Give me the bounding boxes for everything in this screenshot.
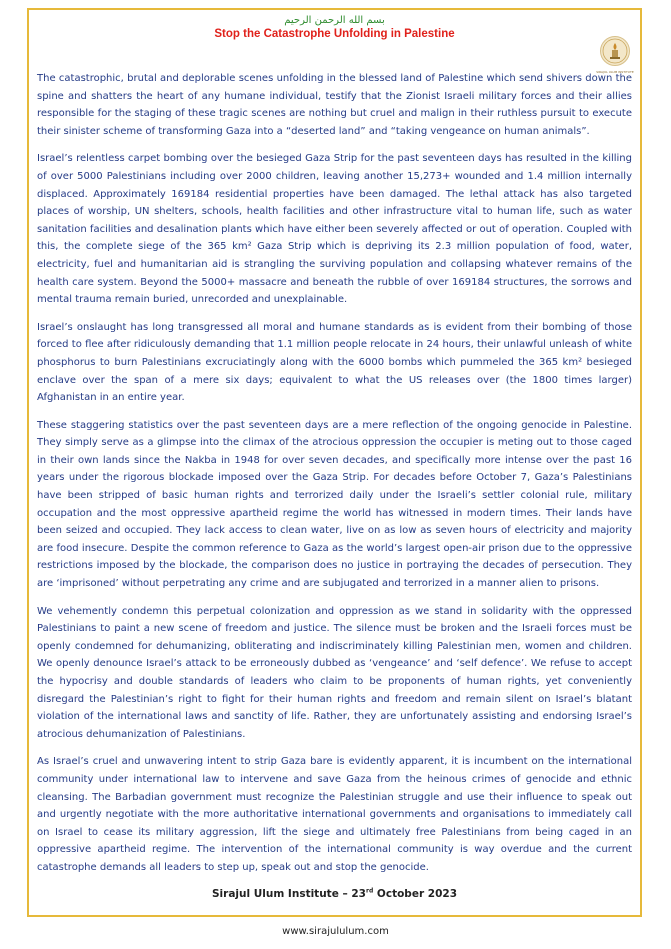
- signature-suffix: October 2023: [373, 888, 457, 900]
- signature-prefix: Sirajul Ulum Institute – 23: [211, 888, 366, 900]
- signature-ordinal: rd: [366, 887, 374, 895]
- statement-body: [37, 70, 632, 887]
- paragraph: We vehemently condemn this perpetual colonization and oppression as we stand in solidarity with the oppressed Palestinians to paint a new scene of freedom and justice. The silence must be broken and the Israeli forces must be openly condemned for dehumanizing, obliterating and indiscriminately killing Palestinian men, women and children. We openly denounce Israel’s attack to be erroneously dubbed as ‘vengeance’ and ‘self defence’. We refuse to accept the hypocrisy and double standards of leaders who claim to be proponents of human rights, yet conveniently disregard the Palestinian’s right to fight for their human rights and freedom and remain silent on Israel’s blatant violation of the international laws and sanctity of life. Rather, they are unfortunately assisting and endorsing Israel’s atrocious dehumanization of Palestinians.: [37, 605, 632, 740]
- sirajul-ulum-logo-icon: [596, 36, 634, 74]
- document-header: [29, 14, 640, 42]
- document-title: Stop the Catastrophe Unfolding in Palestine: [214, 28, 455, 40]
- paragraph: These staggering statistics over the past seventeen days are a mere reflection of the ongoing genocide in Palestine. They simply serve as a glimpse into the climax of the atrocious oppression the occupier is meting out to those caged in their own lands since the Nakba in 1948 for over seven decades, and specifically more intense over the past 16 years under the rigorous blockade imposed over the Gaza Strip. For decades before October 7, Gaza’s Palestinians have been stripped of basic human rights and terrorized daily under the Israeli’s settler colonial rule, military occupation and the most oppressive apartheid regime the world has witnessed in modern times. Their lands have been seized and occupied. They lack access to clean water, live on as low as seven hours of electricity and majority are food insecure. Despite the common reference to Gaza as the world’s largest open-air prison due to the oppressive restrictions imposed by the blockade, the comparison does no justice in portraying the decades of persecution. They are ‘imprisoned’ without perpetrating any crime and are subjugated and terrorized in a manner alien to prisons.: [37, 419, 632, 590]
- paragraph: The catastrophic, brutal and deplorable scenes unfolding in the blessed land of Palestine which send shivers down the spine and shatters the heart of any humane individual, testify that the Zionist Israeli military forces and their allies responsible for the staging of these tragic scenes are nothing but cruel and malign in their ruthless pursuit to execute their sinister scheme of transforming Gaza into a “deserted land” and “taking vengeance on human animals”.: [37, 73, 632, 137]
- signature-line: [29, 888, 640, 901]
- website-link[interactable]: www.sirajululum.com: [282, 926, 389, 937]
- paragraph: Israel’s onslaught has long transgressed all moral and humane standards as is evident from their bombing of those forced to flee after ridiculously demanding that 1.1 million people relocate in 24 hours, their unlawful unleash of white phosphorus to burn Palestinians excruciatingly along with the 6000 bombs which pummeled the 365 km² besieged enclave over the span of a mere six days; equivalent to what the US releases over (the 1800 times larger) Afghanistan in an entire year.: [37, 321, 632, 404]
- paragraph: As Israel’s cruel and unwavering intent to strip Gaza bare is evidently apparent, it is incumbent on the international community under international law to intervene and save Gaza from the heinous crimes of genocide and ethnic cleansing. The Barbadian government must recognize the Palestinian struggle and use their influence to speak out and urgently negotiate with the more authoritative international governments and organisations to immediately call on Israel to cease its military aggression, lift the siege and ultimately free Palestinians from being caged in an oppressive apartheid regime. The intervention of the international community is way overdue and the current catastrophe demands all leaders to step up, speak out and stop the genocide.: [37, 756, 632, 873]
- paragraph: Israel’s relentless carpet bombing over the besieged Gaza Strip for the past seventeen days has resulted in the killing of over 5000 Palestinians including over 2000 children, leaving another 15,273+ wounded and 1.4 million internally displaced. Approximately 169184 residential properties have been damaged. The lethal attack has also targeted places of worship, UN shelters, schools, health facilities and other infrastructure vital to human life, such as water sanitation facilities and desalination plants which have either been severely affected or out of operation. Coupled with this, the complete siege of the 365 km² Gaza Strip which is depriving its 2.3 million population of food, water, electricity, fuel and humanitarian aid is strangling the surviving population and collapsing whatever remains of the health care system. Beyond the 5000+ massacre and beneath the rubble of over 169184 structures, the sorrows and mental trauma remain buried, unrecorded and unexplainable.: [37, 153, 632, 306]
- basmala: بسم الله الرحمن الرحيم: [284, 15, 385, 26]
- logo-caption: SIRAJUL ULUM INSTITUTE: [596, 70, 634, 74]
- document-page: [27, 8, 642, 917]
